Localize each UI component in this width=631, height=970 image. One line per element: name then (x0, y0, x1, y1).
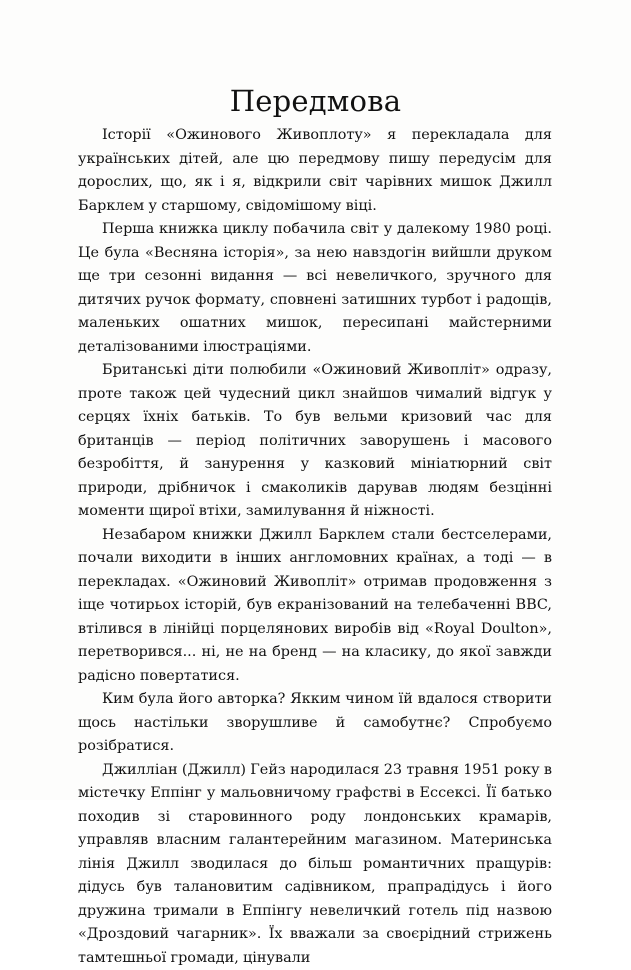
paragraph-1: Історії «Ожинового Живоплоту» я перекладала для українських дітей, але цю передмову пишу передусім для дорослих, що, як і я, відкрили світ чарівних мишок Джилл Барклем у старшому, свідомішому віці. (78, 124, 552, 218)
paragraph-6: Джилліан (Джилл) Гейз народилася 23 травня 1951 року в містечку Еппінг у мальовничому графстві в Ессексі. Її батько походив зі старовинного роду лондонських крамарів, управляв власним галантерейним магазином. Материнська лінія Джилл зводилася до більш романтичних пращурів: дідусь був талановитим садівником, прапрадідусь і його дружина тримали в Еппінгу невеличкий готель під назвою «Дроздовий чагарник». Їх вважали за своєрідний стрижень тамтешньої громади, цінували (78, 759, 552, 970)
body-text (78, 124, 552, 970)
paragraph-4: Незабаром книжки Джилл Барклем стали бестселерами, почали виходити в інших англомовних країнах, а тоді — в перекладах. «Ожиновий Живопліт» отримав продовження з іще чотирьох історій, був екранізований на телебаченні BBC, втілився в лінійці порцелянових виробів від «Royal Doulton», перетворився... ні, не на бренд — на класику, до якої завжди радісно повертатися. (78, 524, 552, 689)
page-title: Передмова (0, 84, 631, 118)
paragraph-5: Ким була його авторка? Якким чином їй вдалося створити щось настільки зворушливе й самобутнє? Спробуємо розібратися. (78, 688, 552, 759)
paragraph-3: Британські діти полюбили «Ожиновий Живопліт» одразу, проте також цей чудесний цикл знайшов чималий відгук у серцях їхніх батьків. То був вельми кризовий час для британців — період політичних заворушень і масового безробіття, й занурення у казковий мініатюрний світ природи, дрібничок і смаколиків дарував людям безцінні моменти щирої втіхи, замилування й ніжності. (78, 359, 552, 524)
paragraph-2: Перша книжка циклу побачила світ у далекому 1980 році. Це була «Весняна історія», за нею навздогін вийшли друком ще три сезонні видання — всі невеличкого, зручного для дитячих ручок формату, сповнені затишних турбот і радощів, маленьких ошатних мишок, пересипані майстерними деталізованими ілюстраціями. (78, 218, 552, 359)
